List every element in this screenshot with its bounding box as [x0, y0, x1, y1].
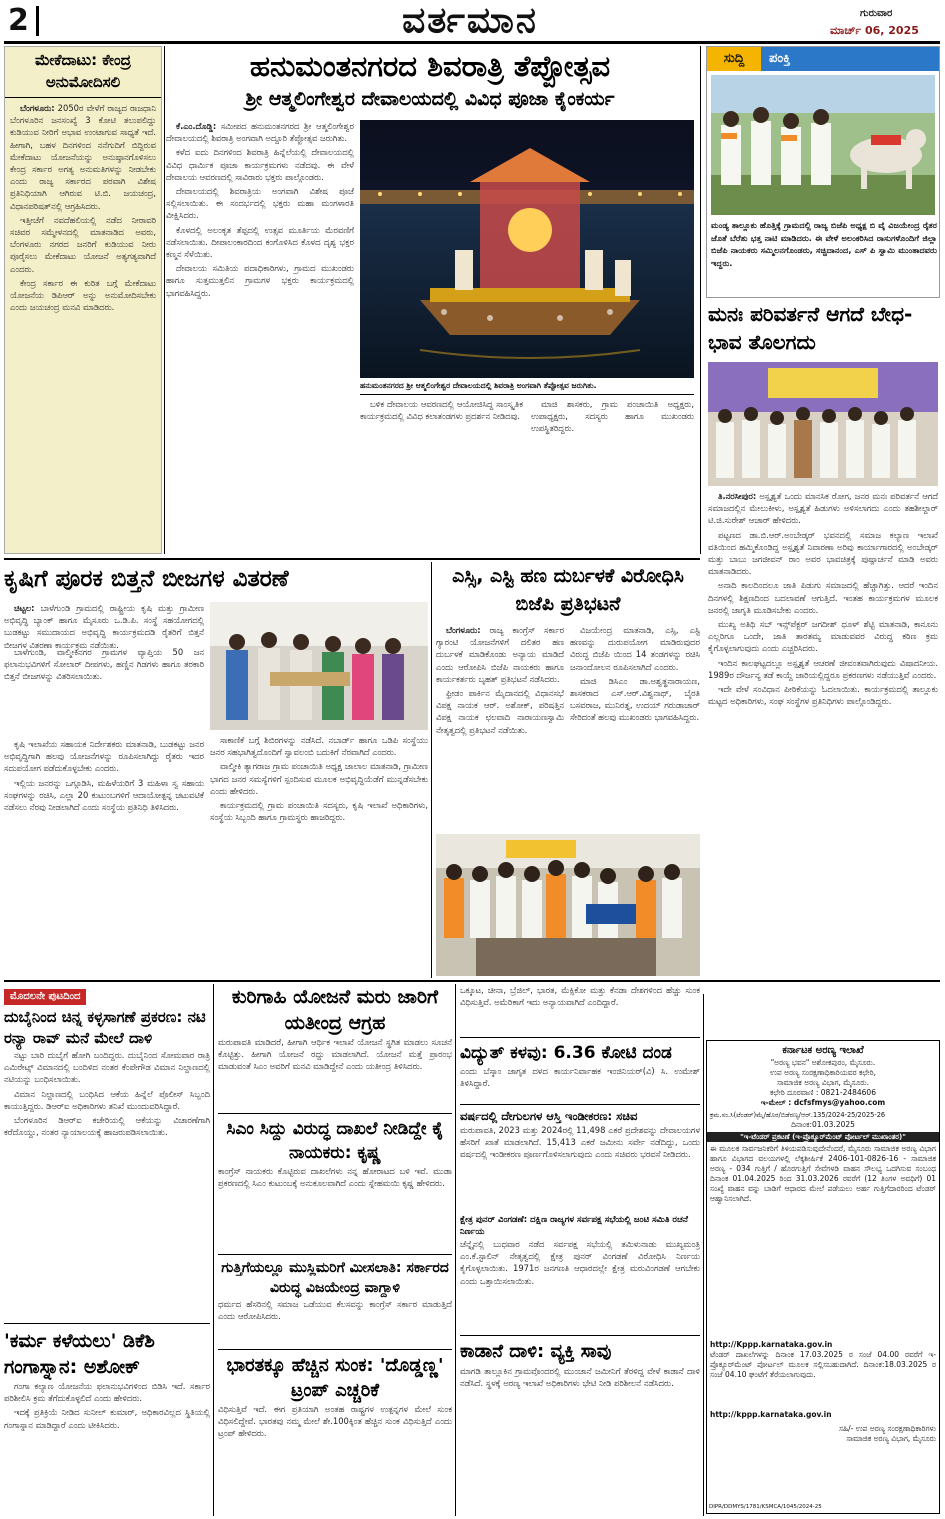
ad-address-3: ಸಾಮಾಜಿಕ ಅರಣ್ಯ ವಿಭಾಗ, ಮೈಸೂರು.: [776, 1078, 869, 1087]
ad-notice-title: "ಇ-ಟೆಂಡರ್ ಪ್ರಕಟಣೆ (ಇ-ಪ್ರೊಕ್ಯೂರ್‌ಮೆಂಟ್ ಪೋರ್ಟಲ್ ಮುಖಾಂತರ)": [707, 1132, 939, 1142]
forest-tender-ad: [706, 1040, 940, 1514]
story2-headline: ಸಿಎಂ ಸಿದ್ದು ವಿರುದ್ಧ ದಾಖಲೆ ನೀಡಿದ್ದೇ ಕೈ ನಾಯಕರು: ಕೃಷ್ಣ: [226, 1119, 444, 1163]
story4-body: ಮಾಗಡಿ ತಾಲ್ಲೂಕಿನ ಗ್ರಾಮವೊಂದರಲ್ಲಿ ಮುಂಜಾನೆ ಜಮೀನಿಗೆ ತೆರಳಿದ್ದ ವೇಳೆ ಕಾಡಾನೆ ದಾಳಿ ನಡೆಸಿದೆ. ಸ್ಥಳಕ್ಕೆ ಅರಣ್ಯ ಇಲಾಖೆ ಅಧಿಕಾರಿಗಳು ಭೇಟಿ ನೀಡಿ ಪರಿಶೀಲನೆ ನಡೆಸಿದರು.: [460, 1366, 700, 1389]
body-right-p1: ಸಾಕಾಣಿಕೆ ಬಗ್ಗೆ ಶಿಬಿರಗಳನ್ನು ನಡೆಸಿದೆ. ನಬಾರ್ಡ್ ಹಾಗೂ ಒಡಿಪಿ ಸಂಸ್ಥೆಯು ಜನರ ಸಹಭಾಗಿತ್ವದೊಂದಿಗೆ ಸ್ವಾವಲಂಬಿ ಬದುಕಿಗೆ ನೆರವಾಗಿದೆ ಎಂದರು.: [210, 735, 428, 758]
story1-headline: ಕುರಿಗಾಹಿ ಯೋಜನೆ ಮರು ಜಾರಿಗೆ ಯತೀಂದ್ರ ಆಗ್ರಹ: [231, 986, 439, 1034]
mana-story: [706, 300, 940, 992]
body-p1: ಸಮೀಪದ ಹನುಮಂತನಗರದ ಶ್ರೀ ಆತ್ಮಲಿಂಗೇಶ್ವರ ದೇವಾಲಯದಲ್ಲಿ ಶಿವರಾತ್ರಿ ಅಂಗವಾಗಿ ಅದ್ದೂರಿ ತೆಪ್ಪೋತ್ಸವ ಜರುಗಿತು.: [166, 121, 354, 144]
body-p2: ಫ್ರೀಡಂ ಪಾರ್ಕಿನ ಮೈದಾನದಲ್ಲಿ ವಿಧಾನಸಭೆ ವಿಪಕ್ಷ ನಾಯಕ ಆರ್. ಅಶೋಕ್, ಪರಿಷತ್ತಿನ ವಿಪಕ್ಷ ನಾಯಕ ಛಲವಾದಿ ನಾರಾಯಣಸ್ವಾಮಿ ನೇತೃತ್ವದಲ್ಲಿ ಪ್ರತಿಭಟನೆ ನಡೆಯಿತು.: [436, 688, 564, 735]
subheadline: ಶ್ರೀ ಆತ್ಮಲಿಂಗೇಶ್ವರ ದೇವಾಲಯದಲ್ಲಿ ವಿವಿಧ ಪೂಜಾ ಕೈಂಕರ್ಯ: [245, 88, 615, 110]
story3-body: ಚೆನ್ನೈನಲ್ಲಿ ಬುಧವಾರ ನಡೆದ ಸರ್ವಪಕ್ಷ ಸಭೆಯಲ್ಲಿ ತಮಿಳುನಾಡು ಮುಖ್ಯಮಂತ್ರಿ ಎಂ.ಕೆ.ಸ್ಟಾಲಿನ್ ನೇತೃತ್ವದಲ್ಲಿ ಕ್ಷೇತ್ರ ಪುನರ್ ವಿಂಗಡಣೆ ವಿರೋಧಿಸಿ ನಿರ್ಣಯ ಕೈಗೊಳ್ಳಲಾಯಿತು. 1971ರ ಜನಗಣತಿ ಆಧಾರದಲ್ಲೇ ಕ್ಷೇತ್ರ ಮರುವಿಂಗಡಣೆ ಆಗಬೇಕು ಎಂದು ಒತ್ತಾಯಿಸಲಾಯಿತು.: [460, 1239, 700, 1286]
headline: ಮನಃ ಪರಿವರ್ತನೆ ಆಗದೆ ಬೇಧ-ಭಾವ ತೊಲಗದು: [708, 302, 913, 354]
body-p3: ಕೃಷಿ ಇಲಾಖೆಯ ಸಹಾಯಕ ನಿರ್ದೇಶಕರು ಮಾತನಾಡಿ, ಬುಡಕಟ್ಟು ಜನರ ಅಭಿವೃದ್ಧಿಗಾಗಿ ಹಲವು ಯೋಜನೆಗಳನ್ನು ರೂಪಿಸಲಾಗಿದ್ದು ರೈತರು ಇದರ ಸದುಪಯೋಗ ಪಡೆದುಕೊಳ್ಳಬೇಕು ಎಂದರು.: [4, 739, 204, 774]
headline: ಮೇಕೆದಾಟು: ಕೇಂದ್ರ ಅನುಮೋದಿಸಲಿ: [5, 47, 161, 98]
ad-portal-2: http://kppp.karnataka.gov.in: [710, 1410, 832, 1419]
body-p2: ಇತ್ತೀಚೆಗೆ ನವದೆಹಲಿಯಲ್ಲಿ ನಡೆದ ನೀರಾವರಿ ಸಚಿವರ ಸಮ್ಮೇಳನದಲ್ಲಿ ಮಾತನಾಡಿದ ಅವರು, ಬೆಂಗಳೂರು ನಗರದ ಜನರಿಗೆ ಕುಡಿಯುವ ನೀರು ಪೂರೈಸಲು ಮೇಕೆದಾಟು ಯೋಜನೆ ಅತ್ಯಗತ್ಯವಾಗಿದೆ ಎಂದರು.: [10, 214, 156, 274]
body-bottom-p2: ಮಾಜಿ ಶಾಸಕರು, ಗ್ರಾಮ ಪಂಚಾಯಿತಿ ಅಧ್ಯಕ್ಷರು, ಉಪಾಧ್ಯಕ್ಷರು, ಸದಸ್ಯರು ಹಾಗೂ ಮುಖಂಡರು ಉಪಸ್ಥಿತರಿದ್ದರು.: [531, 399, 694, 434]
story2-body: ಮರುಪಾವತಿ, 2023 ಮತ್ತು 2024ರಲ್ಲಿ 11,498 ಎಕರೆ ಪ್ರದೇಶವನ್ನು ದೇವಾಲಯಗಳ ಹೆಸರಿಗೆ ಖಾತೆ ಮಾಡಲಾಗಿದೆ. 15,413 ಎಕರೆ ಜಮೀನು ಸರ್ವೇ ನಡೆದಿದ್ದು, ಒಂದು ವರ್ಷದಲ್ಲಿ ಇಂಡೀಕರಣ ಪೂರ್ಣಗೊಳಿಸಲಾಗುವುದು ಎಂದು ಸಚಿವರು ಭರವಸೆ ನೀಡಿದರು.: [460, 1125, 700, 1160]
body-p3: ಅನಾದಿ ಕಾಲದಿಂದಲೂ ಜಾತಿ ಪಿಡುಗು ಸಮಾಜದಲ್ಲಿ ಹೆಚ್ಚಾಗಿತ್ತು. ಆದರೆ ಇಂದಿನ ದಿನಗಳಲ್ಲಿ ಶಿಕ್ಷಣದಿಂದ ಬದಲಾವಣೆ ಆಗುತ್ತಿದೆ. ಇಂತಹ ಕಾರ್ಯಕ್ರಮಗಳ ಮೂಲಕ ಜನರಲ್ಲಿ ಜಾಗೃತಿ ಮೂಡಿಸಬೇಕು ಎಂದರು.: [708, 580, 938, 615]
dateline: ತಿ.ನರಸೀಪುರ:: [718, 491, 757, 501]
story2-headline: ವರ್ಷದಲ್ಲಿ ದೇಗುಲಗಳ ಆಸ್ತಿ ಇಂಡೀಕರಣ: ಸಚಿವ: [460, 1109, 638, 1123]
body-p4: ಕೊಳದಲ್ಲಿ ಅಲಂಕೃತ ತೆಪ್ಪದಲ್ಲಿ ಉತ್ಸವ ಮೂರ್ತಿಯ ಮೆರವಣಿಗೆ ನಡೆಸಲಾಯಿತು. ದೀಪಾಲಂಕಾರದಿಂದ ಕಂಗೊಳಿಸಿದ ಕೊಳದ ದೃಶ್ಯ ಭಕ್ತರ ಕಣ್ಮನ ಸೆಳೆಯಿತು.: [166, 224, 354, 260]
ad-email: ಇ-ಮೇಲ್ : dcfsfmys@yahoo.com: [760, 1098, 886, 1107]
masthead-title: ವರ್ತಮಾನ: [402, 0, 538, 41]
ad-notice-body-2: ಟೆಂಡರ್ ದಾಖಲೆಗಳನ್ನು ದಿನಾಂಕ 17.03.2025 ರ ಸಂಜೆ 04.00 ರವರೆಗೆ ಇ-ಪ್ರೊಕ್ಯೂರ್‌ಮೆಂಟ್ ಪೋರ್ಟಲ್ ಮೂಲಕ ಸಲ್ಲಿಸಬಹುದಾಗಿದೆ. ದಿನಾಂಕ:18.03.2025 ರ ಸಂಜೆ 04.10 ಘಂಟೆಗೆ ತೆರೆಯಲಾಗುವುದು.: [710, 1350, 936, 1379]
story2-p1: ಗಂಗಾ ಕಲ್ಯಾಣ ಯೋಜನೆಯ ಫಲಾನುಭವಿಗಳಿಂದ ಬಿಡಿಸಿ ಇದೆ. ಸರ್ಕಾರ ಪರಿಶೀಲಿಸಿ ಕ್ರಮ ತೆಗೆದುಕೊಳ್ಳಲಿದೆ ಎಂದು ಹೇಳಿದರು.: [4, 1381, 210, 1404]
headline: ಕೃಷಿಗೆ ಪೂರಕ ಬಿತ್ತನೆ ಬೀಜಗಳ ವಿತರಣೆ: [4, 566, 289, 592]
masthead: [0, 0, 945, 46]
story3-headline: ಕ್ಷೇತ್ರ ಪುನರ್ ವಿಂಗಡಣೆ: ದಕ್ಷಿಣ ರಾಜ್ಯಗಳ ಸರ್ವಪಕ್ಷ ಸಭೆಯಲ್ಲಿ ಜಂಟಿ ಸಮಿತಿ ರಚನೆ ನಿರ್ಣಯ: [460, 1215, 688, 1237]
body-p1: ರಾಜ್ಯ ಕಾಂಗ್ರೆಸ್ ಸರ್ಕಾರ ಗ್ಯಾರಂಟಿ ಯೋಜನೆಗಳಿಗೆ ದಲಿತರ ಹಣ ದುರ್ಬಳಕೆ ಮಾಡಿಕೊಂಡು ಅನ್ಯಾಯ ಮಾಡಿದೆ ಎಂದು ಆರೋಪಿಸಿ ಬಿಜೆಪಿ ನಾಯಕರು ಹಾಗೂ ಕಾರ್ಯಕರ್ತರು ಬೃಹತ್ ಪ್ರತಿಭಟನೆ ನಡೆಸಿದರು.: [436, 625, 564, 684]
story4-headline: ಕಾಡಾನೆ ದಾಳಿ: ವ್ಯಕ್ತಿ ಸಾವು: [460, 1341, 612, 1362]
story1-p3: ಬೆಂಗಳೂರಿನ ಡಿಆರ್‌ಐ ಕಚೇರಿಯಲ್ಲಿ ಆಕೆಯನ್ನು ವಿಚಾರಣೆಗಾಗಿ ಕರೆದೊಯ್ದು, ನಂತರ ನ್ಯಾಯಾಲಯಕ್ಕೆ ಹಾಜರುಪಡಿಸಲಾಯಿತು.: [4, 1115, 210, 1138]
body-p5: ದೇವಾಲಯ ಸಮಿತಿಯ ಪದಾಧಿಕಾರಿಗಳು, ಗ್ರಾಮದ ಮುಖಂಡರು ಹಾಗೂ ಸುತ್ತಮುತ್ತಲಿನ ಗ್ರಾಮಗಳ ಭಕ್ತರು ಕಾರ್ಯಕ್ರಮದಲ್ಲಿ ಭಾಗವಹಿಸಿದ್ದರು.: [166, 263, 354, 298]
body-right-p2: ವಾಲ್ಮೀಕಿ ತ್ಯಾಗರಾಜ ಗ್ರಾಮ ಪಂಚಾಯಿತಿ ಅಧ್ಯಕ್ಷ ಜಾಲಾಲ ಮಾತನಾಡಿ, ಗ್ರಾಮೀಣ ಭಾಗದ ಜನರ ಸಮಸ್ಯೆಗಳಿಗೆ ಸ್ಪಂದಿಸುವ ಮೂಲಕ ಅಭಿವೃದ್ಧಿಯೆಡೆಗೆ ಮುನ್ನಡೆಸಬೇಕು ಎಂದು ಹೇಳಿದರು.: [210, 761, 428, 796]
ad-dept: ಕರ್ನಾಟಕ ಅರಣ್ಯ ಇಲಾಖೆ: [782, 1045, 864, 1056]
pankti-label: ಪಂಕ್ತಿ: [761, 47, 939, 71]
ad-address-1: "ಅರಣ್ಯ ಭವನ" ಅಶೋಕಪುರಂ, ಮೈಸೂರು.: [770, 1058, 876, 1067]
photo-caption: ಹನುಮಂತನಗರದ ಶ್ರೀ ಆತ್ಮಲಿಂಗೇಶ್ವರ ದೇವಾಲಯದಲ್ಲಿ ಶಿವರಾತ್ರಿ ಅಂಗವಾಗಿ ತೆಪ್ಪೋತ್ಸವ ಜರುಗಿತು.: [360, 381, 597, 390]
lower-right: [460, 984, 700, 1516]
body-right-p2: ಮಾಜಿ ಡಿಸಿಎಂ ಡಾ.ಅಶ್ವತ್ಥನಾರಾಯಣ, ಶಾಸಕರಾದ ಎಸ್.ಆರ್.ವಿಶ್ವನಾಥ್, ಬೈರತಿ ಬಸವರಾಜ, ಮುನಿರತ್ನ, ಉದಯ್ ಗರುಡಾಚಾರ್ ಸೇರಿದಂತೆ ಹಲವು ಮುಖಂಡರು ಭಾಗವಹಿಸಿದ್ದರು.: [570, 675, 700, 723]
suddi-pankti: [706, 46, 940, 298]
top-body: ಒಕ್ಕೂಟ, ಚೀನಾ, ಬ್ರೆಜಿಲ್, ಭಾರತ, ಮೆಕ್ಸಿಕೋ ಮತ್ತು ಕೆನಡಾ ದೇಶಗಳಿಂದ ಹೆಚ್ಚು ಸುಂಕ ವಿಧಿಸುತ್ತಿವೆ. ಅಮೆರಿಕಾಗೆ ಇದು ಅನ್ಯಾಯವಾಗಿದೆ ಎಂದಿದ್ದಾರೆ.: [460, 985, 700, 1008]
body-p3: ಕೇಂದ್ರ ಸರ್ಕಾರ ಈ ಕುರಿತ ಬಗ್ಗೆ ಮೇಕೆದಾಟು ಯೋಜನೆಯ ಡಿಪಿಆರ್ ಅನ್ನು ಅನುಮೋದಿಸಬೇಕು ಎಂದು ಜಯಚಂದ್ರ ಮನವಿ ಮಾಡಿದರು.: [10, 277, 156, 313]
body-p3: ದೇವಾಲಯದಲ್ಲಿ ಶಿವರಾತ್ರಿಯ ಅಂಗವಾಗಿ ವಿಶೇಷ ಪೂಜೆ ಸಲ್ಲಿಸಲಾಯಿತು. ಈ ಸಂದರ್ಭದಲ್ಲಿ ಭಕ್ತರು ಮಹಾ ಮಂಗಳಾರತಿ ವೀಕ್ಷಿಸಿದರು.: [166, 186, 354, 221]
lower-left: [4, 984, 210, 1516]
ad-portal-1: http://Kppp.karnataka.gov.in: [710, 1340, 833, 1349]
body-p1: ಅಸ್ಪೃಶ್ಯತೆ ಒಂದು ಮಾನಸಿಕ ರೋಗ, ಜನರ ಮನಃ ಪರಿವರ್ತನೆ ಆಗದೆ ಸಮಾಜದಲ್ಲಿನ ಮೇಲುಕೀಳು, ಅಸ್ಪೃಶ್ಯತೆ ಹಿಡುಗಳು ಅಳಿಸಲಾಗದು ಎಂದು ತಹಶೀಲ್ದಾರ್ ಟಿ.ಜಿ.ಸುರೇಶ್ ಆಚಾರ್ ಹೇಳಿದರು.: [708, 491, 938, 526]
ad-signature: ಸಹಿ/- ಉಪ ಅರಣ್ಯ ಸಂರಕ್ಷಣಾಧಿಕಾರಿಗಳು: [838, 1424, 936, 1433]
section-label: ಮೊದಲನೇ ಪುಟದಿಂದ: [4, 989, 86, 1005]
body-p1: ಬಾಳೆಗುಂಡಿ ಗ್ರಾಮದಲ್ಲಿ ರಾಷ್ಟ್ರೀಯ ಕೃಷಿ ಮತ್ತು ಗ್ರಾಮೀಣ ಅಭಿವೃದ್ಧಿ ಬ್ಯಾಂಕ್ ಹಾಗೂ ಮೈಸೂರು ಒ.ಡಿ.ಪಿ. ಸಂಸ್ಥೆ ಸಹಯೋಗದಲ್ಲಿ ಬುಡಕಟ್ಟು ಸಮುದಾಯದ ಅಭಿವೃದ್ಧಿ ಕಾರ್ಯಕ್ರಮದಡಿ ರೈತರಿಗೆ ಬಿತ್ತನೆ ಬೀಜಗಳ ವಿತರಣಾ ಕಾರ್ಯಕ್ರಮ ನಡೆಯಿತು.: [4, 603, 204, 650]
dateline: ಬೆಂಗಳೂರು:: [446, 625, 481, 635]
story1-p1: ನಟ್ಟು ಬಾರಿ ದುಬೈಗೆ ಹೋಗಿ ಬಂದಿದ್ದರು. ದುಬೈನಿಂದ ಸೋಮವಾರ ರಾತ್ರಿ ಎಮಿರೇಟ್ಸ್ ವಿಮಾನದಲ್ಲಿ ಬಂದಿಳಿದ ನಂತರ ಕೆಂಪೇಗೌಡ ವಿಮಾನ ನಿಲ್ದಾಣದಲ್ಲಿ ನಟಿಯನ್ನು ಬಂಧಿಸಲಾಯಿತು.: [4, 1050, 210, 1085]
headline: ಹನುಮಂತನಗರದ ಶಿವರಾತ್ರಿ ತೆಪ್ಪೋತ್ಸವ: [249, 49, 611, 83]
story3-body: ಧರ್ಮದ ಹೆಸರಿನಲ್ಲಿ ಸಮಾಜ ಒಡೆಯುವ ಕೆಲಸವನ್ನು ಕಾಂಗ್ರೆಸ್ ಸರ್ಕಾರ ಮಾಡುತ್ತಿದೆ ಎಂದು ಆರೋಪಿಸಿದರು.: [218, 1299, 452, 1322]
dateline: ಬೆಂಗಳೂರು:: [20, 103, 55, 113]
story4-headline: ಭಾರತಕ್ಕೂ ಹೆಚ್ಚಿನ ಸುಂಕ: 'ದೊಡ್ಡಣ್ಣ' ಟ್ರಂಪ್ ಎಚ್ಚರಿಕೆ: [226, 1355, 444, 1401]
ad-signature-2: ಸಾಮಾಜಿಕ ಅರಣ್ಯ ವಿಭಾಗ, ಮೈಸೂರು: [846, 1434, 936, 1443]
body-p1: 2050ರ ವೇಳೆಗೆ ರಾಜ್ಯದ ರಾಜಧಾನಿ ಬೆಂಗಳೂರಿನ ಜನಸಂಖ್ಯೆ 3 ಕೋಟಿ ತಲುಪಲಿದ್ದು ಕುಡಿಯುವ ನೀರಿಗೆ ಅಭಾವ ಉಂಟಾಗುವ ಸಾಧ್ಯತೆ ಇದೆ. ಹೀಗಾಗಿ, ಬಹಳ ದಿನಗಳಿಂದ ನನೆಗುದಿಗೆ ಬಿದ್ದಿರುವ ಮೇಕೆದಾಟು ಯೋಜನೆಯನ್ನು ಅನುಷ್ಠಾನಗೊಳಿಸಲು ಕೇಂದ್ರ ಸರ್ಕಾರ ಅಗತ್ಯ ಅನುಮತಿಗಳನ್ನು ನೀಡಬೇಕು ಎಂದು ರಾಜ್ಯ ಸರ್ಕಾರದ ಪರವಾಗಿ ವಿಶೇಷ ಪ್ರತಿನಿಧಿಯಾಗಿ ಆಗಿರುವ ಟಿ.ಬಿ. ಜಯಚಂದ್ರ, ವಿಧಾನಪರಿಷತ್‌ನಲ್ಲಿ ಆಗ್ರಹಿಸಿದರು.: [10, 103, 156, 211]
body-p6: ಇದೇ ವೇಳೆ ಸಂವಿಧಾನ ಪೀಠಿಕೆಯನ್ನು ಓದಲಾಯಿತು. ಕಾರ್ಯಕ್ರಮದಲ್ಲಿ ತಾಲ್ಲೂಕು ಮಟ್ಟದ ಅಧಿಕಾರಿಗಳು, ಸಂಘ ಸಂಸ್ಥೆಗಳ ಪ್ರತಿನಿಧಿಗಳು ಪಾಲ್ಗೊಂಡಿದ್ದರು.: [708, 684, 938, 707]
body-p2: ಕಳೆದ ಐದು ದಿನಗಳಿಂದ ಶಿವರಾತ್ರಿ ಹಿನ್ನೆಲೆಯಲ್ಲಿ ದೇವಾಲಯದಲ್ಲಿ ವಿವಿಧ ಧಾರ್ಮಿಕ ಪೂಜಾ ಕಾರ್ಯಕ್ರಮಗಳು ನಡೆದವು. ಈ ವೇಳೆ ದೇವಾಲಯ ಆವರಣದಲ್ಲಿ ಸಾವಿರಾರು ಭಕ್ತರು ಪಾಲ್ಗೊಂಡರು.: [166, 147, 354, 182]
body-p2: ಪಟ್ಟಣದ ಡಾ.ಬಿ.ಆರ್.ಅಂಬೇಡ್ಕರ್ ಭವನದಲ್ಲಿ ಸಮಾಜ ಕಲ್ಯಾಣ ಇಲಾಖೆ ವತಿಯಿಂದ ಹಮ್ಮಿಕೊಂಡಿದ್ದ ಅಸ್ಪೃಶ್ಯತೆ ನಿವಾರಣಾ ಅರಿವು ಕಾರ್ಯಾಗಾರದಲ್ಲಿ ಅಂಬೇಡ್ಕರ್ ಮತ್ತು ಬಾಬು ಜಗಜೀವನ್ ರಾಂ ಅವರ ಭಾವಚಿತ್ರಕ್ಕೆ ಪುಷ್ಪಾರ್ಚನೆ ಮಾಡಿ ಅವರು ಮಾತನಾಡಿದರು.: [708, 529, 938, 577]
body-right-p3: ಕಾರ್ಯಕ್ರಮದಲ್ಲಿ ಗ್ರಾಮ ಪಂಚಾಯಿತಿ ಸದಸ್ಯರು, ಕೃಷಿ ಇಲಾಖೆ ಅಧಿಕಾರಿಗಳು, ಸಂಸ್ಥೆಯ ಸಿಬ್ಬಂದಿ ಹಾಗೂ ಗ್ರಾಮಸ್ಥರು ಹಾಜರಿದ್ದರು.: [210, 800, 428, 823]
teppotsava-photo: [360, 120, 694, 378]
ad-footer-code: DIPR/DDMYS/1781/KSMCA/1045/2024-25: [709, 1504, 822, 1510]
body-bottom-p1: ಬಳಿಕ ದೇವಾಲಯ ಆವರಣದಲ್ಲಿ ಆಯೋಜಿಸಿದ್ದ ಸಾಂಸ್ಕೃತಿಕ ಕಾರ್ಯಕ್ರಮದಲ್ಲಿ ವಿವಿಧ ಕಲಾತಂಡಗಳು ಪ್ರದರ್ಶನ ನೀಡಿದವು.: [360, 399, 523, 422]
story2-body: ಕಾಂಗ್ರೆಸ್ ನಾಯಕರು ಕೊಟ್ಟಿರುವ ದಾಖಲೆಗಳು ನನ್ನ ಹೋರಾಟದ ಬಳಿ ಇವೆ. ಮುಡಾ ಪ್ರಕರಣದಲ್ಲಿ ಸಿಎಂ ಕುಟುಂಬಕ್ಕೆ ಅನುಕೂಲವಾಗಿದೆ ಎಂದು ಸ್ನೇಹಮಯಿ ಕೃಷ್ಣ ಹೇಳಿದರು.: [218, 1166, 452, 1189]
dateline: ಕೆ.ಎಂ.ದೊಡ್ಡಿ:: [176, 121, 217, 131]
story1-body: ಎಂದು ಬೆಸ್ಕಾಂ ಜಾಗೃತ ದಳದ ಕಾರ್ಯನಿರ್ವಾಹಕ ಇಂಜಿನಿಯರ್(ವಿ) ಸಿ. ಉಮೇಶ್ ತಿಳಿಸಿದ್ದಾರೆ.: [460, 1066, 700, 1089]
page-number: 2: [8, 3, 29, 38]
bjp-story: [436, 562, 700, 978]
story1-body: ಮರುಪಾವತಿ ಮಾಡಿದರೆ, ಹೀಗಾಗಿ ಆರ್ಥಿಕ ಇಲಾಖೆ ಯೋಜನೆ ಸ್ಥಗಿತ ಮಾಡಲು ಸೂಚನೆ ಕೊಟ್ಟಿತ್ತು. ಹೀಗಾಗಿ ಯೋಜನೆ ರದ್ದು ಮಾಡಲಾಗಿದೆ. ಯೋಜನೆ ಮತ್ತೆ ಪ್ರಾರಂಭ ಮಾಡುವಂತೆ ಸಿಎಂ ಅವರಿಗೆ ಮನವಿ ಮಾಡಿದ್ದೇನೆ ಎಂದು ಯತೀಂದ್ರ ತಿಳಿಸಿದರು.: [218, 1037, 452, 1072]
protest-photo: [436, 834, 700, 976]
issue-date: ಮಾರ್ಚ್ 06, 2025: [830, 24, 919, 37]
suddi-caption: ಮಂಡ್ಯ ತಾಲ್ಲೂಕು ಹೊತ್ತಿಕ್ಕೆ ಗ್ರಾಮದಲ್ಲಿ ರಾಜ್ಯ ಬಿಜೆಪಿ ಅಧ್ಯಕ್ಷ ಬಿ ವೈ ವಿಜಯೇಂದ್ರ ರೈತರ ಜೊತೆ ಬೆರೆತು ಭತ್ತ ನಾಟಿ ಮಾಡಿದರು. ಈ ವೇಳೆ ಅಲಂಕರಿಸಿದ ರಾಸುಗಳೊಂದಿಗೆ ಜಿಲ್ಲಾ ಬಿಜೆಪಿ ನಾಯಕರು ಸಮ್ಮಿಲನಗೊಂಡರು, ಸಚ್ಚಿದಾನಂದ, ಎಸ್ ಪಿ ಸ್ವಾಮಿ ಮುಂತಾದವರು ಇದ್ದರು.: [711, 220, 937, 268]
body-p4: ಇಲ್ಲಿಯ ಜನರನ್ನು ಒಗ್ಗೂಡಿಸಿ, ಮಹಿಳೆಯರಿಗೆ 3 ಮಹಿಳಾ ಸ್ವ ಸಹಾಯ ಸಂಘಗಳನ್ನು ರಚಿಸಿ, ಎಲ್ಲಾ 20 ಕುಟುಂಬಗಳಿಗೆ ಆದಾಯೋತ್ಪನ್ನ ಚಟುವಟಿಕೆ ನಡೆಸಲು ನೆರವು ನೀಡಲಾಗಿದೆ ಎಂದು ಸಂಸ್ಥೆಯ ಪ್ರತಿನಿಧಿ ತಿಳಿಸಿದರು.: [4, 777, 204, 813]
ad-phone: ಕಛೇರಿ ದೂರವಾಣಿ : 0821-2484606: [770, 1088, 876, 1097]
workshop-photo: [708, 362, 938, 486]
ad-ref: ಕ್ರಮ.ಸಂ.ಸಿ(ಟೆಂಡರ್)ಮೈ/ಹೊರ/ಬಿಡೆರಣ್ಯ/ಆರ್.135/2024-25/2025-26: [710, 1111, 886, 1119]
suddi-label: ಸುದ್ದಿ: [707, 47, 761, 71]
body-right-p1: ವಿಜಯೇಂದ್ರ ಮಾತನಾಡಿ, ಎಸ್ಸಿ, ಎಸ್ಟಿ ಹಣವನ್ನು ದುರುಪಯೋಗ ಮಾಡಿರುವುದರ ವಿರುದ್ಧ ಬಿಜೆಪಿ ಯಿಂದ 14 ತಂಡಗಳನ್ನು ರಚಿಸಿ ಜನಾಂದೋಲನ ರೂಪಿಸಲಾಗಿದೆ ಎಂದರು.: [570, 625, 700, 672]
dateline: ಚಿಟ್ಟಲ:: [14, 603, 35, 613]
story1-p2: ವಿಮಾನ ನಿಲ್ದಾಣದಲ್ಲಿ ಬಂಧಿಸಿದ ಆಕೆಯ ಹಿನ್ನೆಲೆ ಪೊಲೀಸ್ ಸಿಬ್ಬಂದಿ ಕಾಯುತ್ತಿದ್ದರು. ಡಿಆರ್‌ಐ ಅಧಿಕಾರಿಗಳು ತನಿಖೆ ಮುಂದುವರಿಸಿದ್ದಾರೆ.: [4, 1088, 210, 1111]
weekday: ಗುರುವಾರ: [860, 8, 893, 19]
body-p4: ಮುಖ್ಯ ಅತಿಥಿ ಸಬ್ ಇನ್ಸ್‌ಪೆಕ್ಟರ್ ಜಗದೀಶ್ ಧೂಳ್ ಶೆಟ್ಟಿ ಮಾತನಾಡಿ, ಕಾನೂನು ಎಲ್ಲರಿಗೂ ಒಂದೇ, ಜಾತಿ ತಾರತಮ್ಯ ಮಾಡುವವರ ವಿರುದ್ಧ ಕಠಿಣ ಕ್ರಮ ಕೈಗೊಳ್ಳಲಾಗುವುದು ಎಂದು ಎಚ್ಚರಿಸಿದರು.: [708, 619, 938, 654]
body-p2: ಬಾಳೆಗುಂಡಿ, ವಾಲ್ಮೀಕಿನಗರ ಗ್ರಾಮಗಳ ವ್ಯಾಪ್ತಿಯ 50 ಜನ ಫಲಾನುಭವಿಗಳಿಗೆ ಸೋಲಾರ್ ದೀಪಗಳು, ಹಣ್ಣಿನ ಗಿಡಗಳು ಹಾಗೂ ತರಕಾರಿ ಬಿತ್ತನೆ ಬೀಜಗಳನ್ನು ವಿತರಿಸಲಾಯಿತು.: [4, 647, 204, 682]
ad-notice-body: ಈ ಮೂಲಕ ಸಾರ್ವಜನಿಕರಿಗೆ ತಿಳಿಯಪಡಿಸುವುದೇನೆಂದರೆ, ಮೈಸೂರು ಸಾಮಾಜಿಕ ಅರಣ್ಯ ವಿಭಾಗ ಹಾಗೂ ವಿಭಾಗದ ವಲಯಗಳಲ್ಲಿ ಲೆಕ್ಕಶೀರ್ಷಿಕೆ 2406-101-0826-16 - ಸಾಮಾಜಿಕ ಅರಣ್ಯ - 034 ಗುತ್ತಿಗೆ / ಹೊರಗುತ್ತಿಗೆ ಸೇವೆಗಳಡಿ ವಾಹನ ಸೌಲಭ್ಯ ಒದಗಿಸುವ ಸಂಬಂಧ ದಿನಾಂಕ 01.04.2025 ರಿಂದ 31.03.2026 ರವರೆಗೆ (12 ತಿಂಗಳ ಅವಧಿಗೆ) 01 ಸಂಖ್ಯೆ ವಾಹನ ವನ್ನು ಬಾಡಿಗೆ ಆಧಾರದ ಮೇಲೆ ಪಡೆಯಲು ಅರ್ಹ ಗುತ್ತಿಗೆದಾರರಿಂದ ಟೆಂಡರ್ ಆಹ್ವಾನಿಸಲಾಗಿದೆ.: [710, 1144, 936, 1203]
story4-body: ವಿಧಿಸುತ್ತಿವೆ ಇದೆ. ಈಗ ಪ್ರತಿಯಾಗಿ ಅಂತಹ ರಾಷ್ಟ್ರಗಳ ಉತ್ಪನ್ನಗಳ ಮೇಲೆ ಸುಂಕ ವಿಧಿಸಲಿದ್ದೇವೆ. ಭಾರತವು ನಮ್ಮ ಮೇಲೆ ಶೇ.100ಕ್ಕಿಂತ ಹೆಚ್ಚಿನ ಸುಂಕ ವಿಧಿಸುತ್ತಿದೆ ಎಂದು ಟ್ರಂಪ್ ಹೇಳಿದರು.: [218, 1404, 452, 1439]
top-story: [166, 46, 694, 554]
left-story: [4, 46, 162, 554]
bjp-farm-photo: [711, 75, 935, 215]
lower-mid: [218, 984, 452, 1516]
story2-headline: 'ಕರ್ಮ ಕಳೆಯಲು' ಡಿಕೆಶಿ ಗಂಗಾಸ್ನಾನ: ಅಶೋಕ್: [4, 1330, 155, 1378]
body-p5: ಇಂದಿನ ಕಾಲಘಟ್ಟದಲ್ಲೂ ಅಸ್ಪೃಶ್ಯತೆ ಆಚರಣೆ ಜೀವಂತವಾಗಿರುವುದು ವಿಷಾದನೀಯ. 1989ರ ದೌರ್ಜನ್ಯ ತಡೆ ಕಾಯ್ದೆ ಜಾರಿಯಲ್ಲಿದ್ದರೂ ಪ್ರಕರಣಗಳು ನಡೆಯುತ್ತಿವೆ ಎಂದರು.: [708, 657, 938, 680]
story2-p2: ಇದಕ್ಕೆ ಪ್ರತಿಕ್ರಿಯೆ ನೀಡಿದ ಸುನೀಲ್ ಕುಮಾರ್, ಅಧಿಕಾರವಿಲ್ಲದ ಸ್ಥಿತಿಯಲ್ಲಿ ಗಂಗಾಸ್ನಾನ ಮಾಡಿದ್ದಾರೆ ಎಂದು ಟೀಕಿಸಿದರು.: [4, 1407, 210, 1430]
story3-headline: ಗುತ್ತಿಗೆಯಲ್ಲೂ ಮುಸ್ಲಿಮರಿಗೆ ಮೀಸಲಾತಿ: ಸರ್ಕಾರದ ವಿರುದ್ಧ ವಿಜಯೇಂದ್ರ ವಾಗ್ದಾಳಿ: [221, 1260, 449, 1296]
story1-headline: ವಿದ್ಯುತ್ ಕಳವು: 6.36 ಕೋಟಿ ದಂಡ: [460, 1043, 672, 1063]
ad-address-2: ಉಪ ಅರಣ್ಯ ಸಂರಕ್ಷಣಾಧಿಕಾರಿಯವರ ಕಛೇರಿ,: [769, 1068, 877, 1077]
ad-ref-date: ದಿನಾಂಕ:01.03.2025: [791, 1120, 855, 1129]
headline: ಎಸ್ಸಿ, ಎಸ್ಟಿ ಹಣ ದುರ್ಬಳಕೆ ವಿರೋಧಿಸಿ ಬಿಜೆಪಿ ಪ್ರತಿಭಟನೆ: [452, 565, 684, 615]
story1-headline: ದುಬೈನಿಂದ ಚಿನ್ನ ಕಳ್ಳಸಾಗಣೆ ಪ್ರಕರಣ: ನಟಿ ರನ್ಯಾ ರಾವ್ ಮನೆ ಮೇಲೆ ದಾಳಿ: [4, 1008, 206, 1047]
seed-distribution-photo: [210, 602, 428, 730]
krishi-story: [4, 562, 428, 978]
